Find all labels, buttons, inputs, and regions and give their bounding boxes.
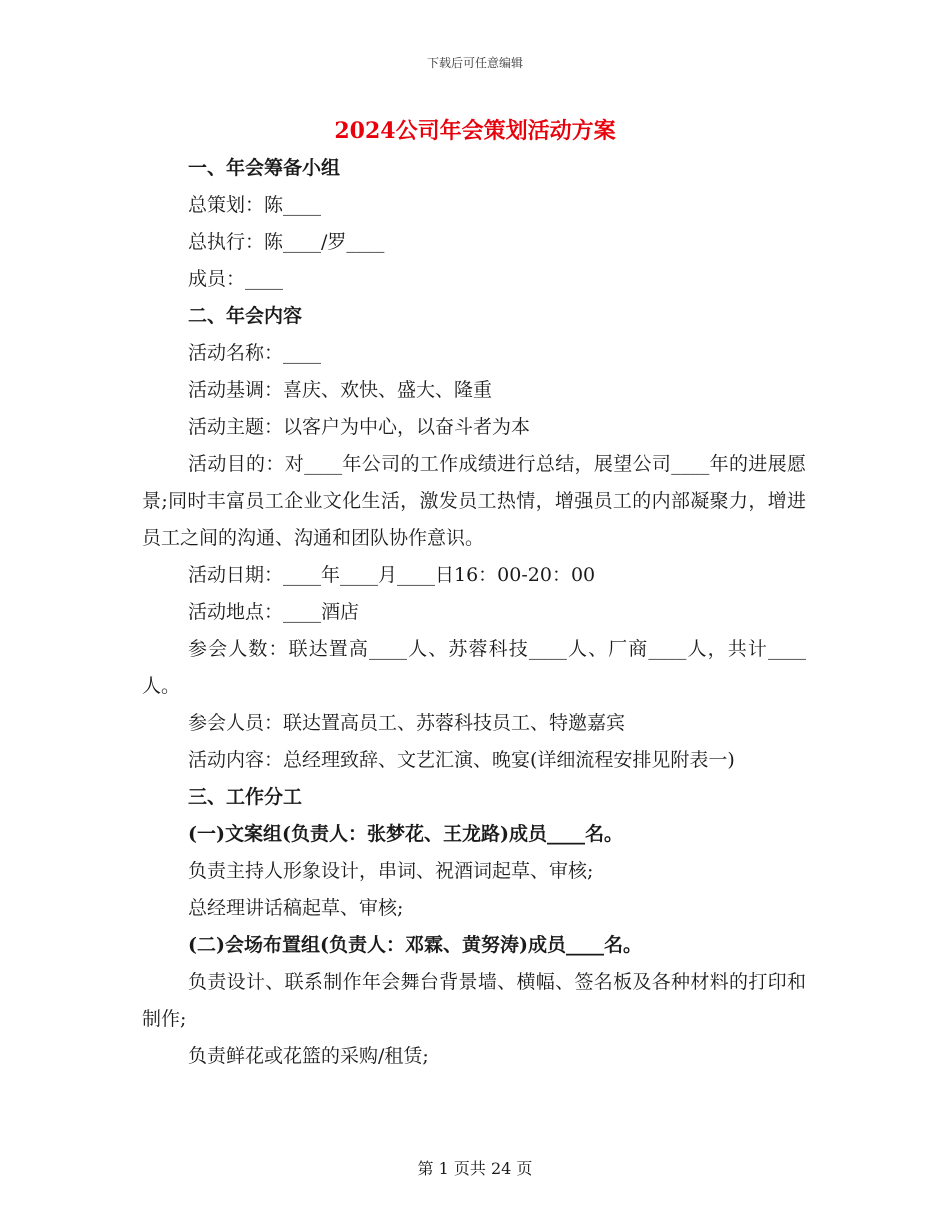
section-heading-1: 一、年会筹备小组 [188, 157, 341, 179]
header-note: 下载后可任意编辑 [426, 56, 523, 70]
body-line: 参会人员：联达置高员工、苏蓉科技员工、特邀嘉宾 [188, 712, 626, 734]
body-line: 总执行：陈____/罗____ [188, 231, 385, 253]
body-line: 活动名称：____ [188, 342, 322, 364]
body-paragraph: 负责设计、联系制作年会舞台背景墙、横幅、签名板及各种材料的打印和制作; [142, 971, 806, 1030]
body-line: 负责主持人形象设计，串词、祝酒词起草、审核; [188, 860, 594, 882]
body-line: 活动日期：____年____月____日16：00-20：00 [188, 564, 596, 586]
body-line: 总经理讲话稿起草、审核; [188, 897, 404, 919]
body-line: 成员：____ [188, 268, 284, 290]
body-line: 活动基调：喜庆、欢快、盛大、隆重 [188, 379, 493, 401]
body-paragraph: 参会人数：联达置高____人、苏蓉科技____人、厂商____人，共计____人。 [142, 638, 806, 697]
page-footer: 第 1 页共 24 页 [417, 1159, 533, 1178]
body-paragraph: 活动内容：总经理致辞、文艺汇演、晚宴(详细流程安排见附表一) [188, 749, 735, 771]
subsection-heading-2: (二)会场布置组(负责人：邓霖、黄努涛)成员____名。 [188, 934, 642, 956]
body-line: 负责鲜花或花篮的采购/租赁; [188, 1045, 429, 1067]
section-heading-3: 三、工作分工 [188, 786, 303, 808]
body-line: 活动地点：____酒店 [188, 601, 360, 623]
document-body [142, 150, 806, 1075]
body-paragraph: 活动目的：对____年公司的工作成绩进行总结，展望公司____年的进展愿景;同时丰富员工企业文化生活，激发员工热情，增强员工的内部凝聚力，增进员工之间的沟通、沟通和团队协作意识。 [142, 453, 806, 549]
body-line: 活动主题：以客户为中心，以奋斗者为本 [188, 416, 531, 438]
section-heading-2: 二、年会内容 [188, 305, 303, 327]
document-title: 2024公司年会策划活动方案 [334, 118, 616, 144]
subsection-heading-1: (一)文案组(负责人：张梦花、王龙路)成员____名。 [188, 823, 623, 845]
body-line: 总策划：陈____ [188, 194, 322, 216]
